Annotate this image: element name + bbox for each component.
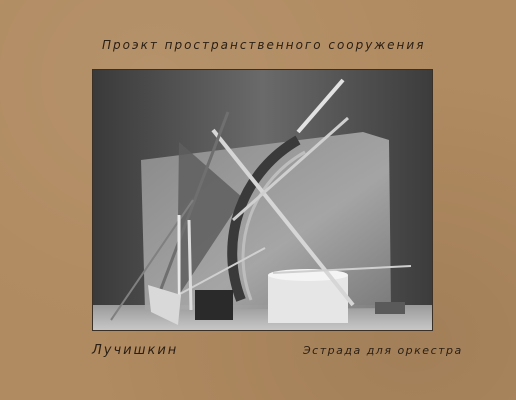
- title-caption: Проэкт пространственного сооружения: [102, 38, 426, 52]
- author-caption: Лучишкин: [92, 343, 179, 358]
- model-photograph: [93, 70, 432, 330]
- subtitle-caption: Эстрада для оркестра: [303, 344, 463, 357]
- right-base: [375, 302, 405, 314]
- dark-base: [195, 290, 233, 320]
- vertical-post: [189, 220, 191, 310]
- model-photo-illustration: [93, 70, 432, 330]
